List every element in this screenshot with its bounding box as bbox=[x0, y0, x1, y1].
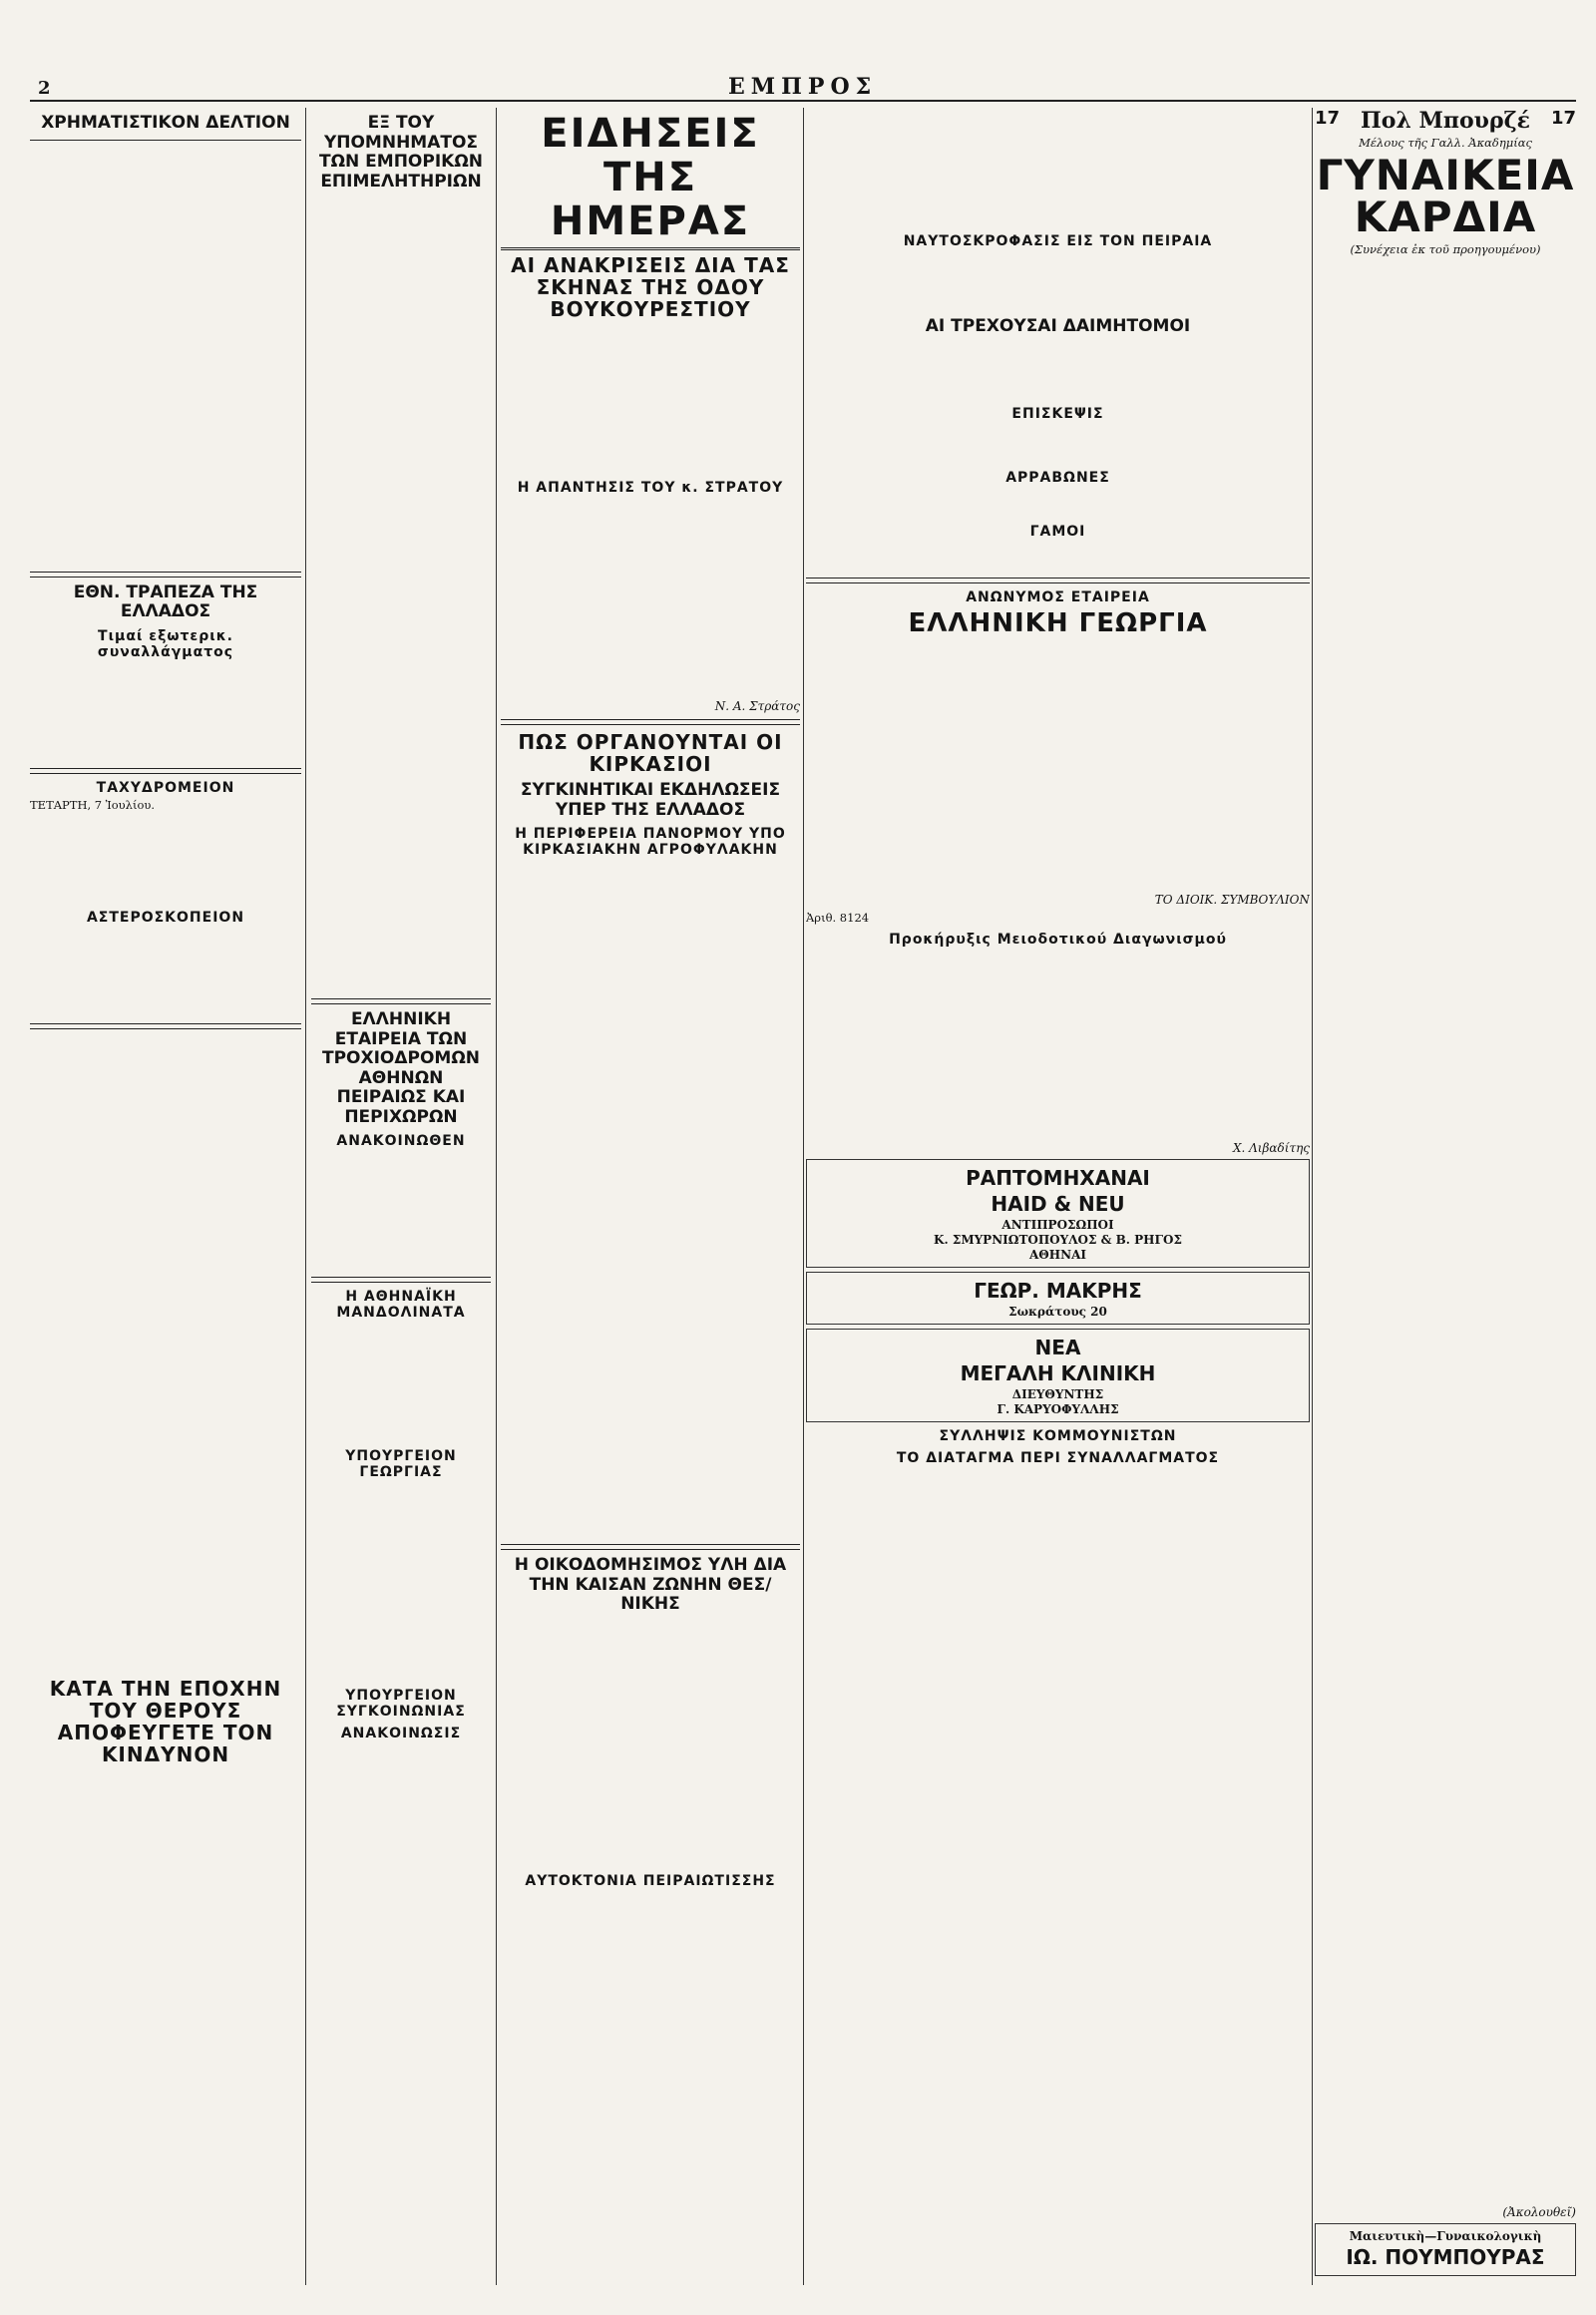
post-block bbox=[30, 814, 301, 904]
mandolin-heading: Η ΑΘΗΝΑΪΚΗ ΜΑΝΔΟΛΙΝΑΤΑ bbox=[336, 1289, 466, 1322]
company-name: ΕΛΛΗΝΙΚΗ ΓΕΩΡΓΙΑ bbox=[908, 607, 1208, 638]
finance-table-block bbox=[30, 147, 301, 566]
tram-heading: ΕΛΛΗΝΙΚΗ ΕΤΑΙΡΕΙΑ ΤΩΝ ΤΡΟΧΙΟΔΡΟΜΩΝ ΑΘΗΝΩΝ ΠΕΙΡΑΙΩΣ ΚΑΙ ΠΕΡΙΧΩΡΩΝ bbox=[321, 1009, 481, 1127]
serial-continued: (Ἀκολουθεῖ) bbox=[1502, 2205, 1576, 2219]
serial-top bbox=[1315, 108, 1576, 136]
serial-number-right: 17 bbox=[1550, 108, 1576, 129]
column-5 bbox=[1315, 108, 1576, 2285]
serial-author: Πολ Μπουρζέ bbox=[1361, 108, 1530, 134]
sewing-brand: HAID & NEU bbox=[991, 1191, 1125, 1216]
sewing-names: Κ. ΣΜΥΡΝΙΩΤΟΠΟΥΛΟΣ & Β. ΡΗΓΟΣ bbox=[934, 1232, 1182, 1247]
clinic-director-name: Γ. ΚΑΡΥΟΦΥΛΛΗΣ bbox=[997, 1401, 1119, 1416]
ad-number: Ἀριθ. 8124 bbox=[806, 911, 870, 926]
chamber-text-block bbox=[311, 194, 491, 992]
masthead bbox=[30, 74, 1576, 102]
bank-heading: ΕΘΝ. ΤΡΑΠΕΖΑ ΤΗΣ ΕΛΛΑΔΟΣ bbox=[73, 581, 258, 622]
wedding-text-block bbox=[806, 542, 1310, 572]
column-1 bbox=[30, 108, 301, 2285]
column-rule bbox=[1312, 108, 1313, 2285]
serial-heading: ΓΥΝΑΙΚΕΙΑ ΚΑΡΔΙΑ bbox=[1316, 150, 1575, 241]
post-heading: ΤΑΧΥΔΡΟΜΕΙΟΝ bbox=[96, 779, 235, 796]
post-day: ΤΕΤΑΡΤΗ, 7 Ἰουλίου. bbox=[30, 797, 156, 812]
communists-heading: ΣΥΛΛΗΨΙΣ ΚΟΜΜΟΥΝΙΣΤΩΝ bbox=[939, 1427, 1177, 1444]
circassians-subheading-2: Η ΠΕΡΙΦΕΡΕΙΑ ΠΑΝΟΡΜΟΥ ΥΠΟ ΚΙΡΚΑΣΙΑΚΗΝ ΑΓΡΟΦΥΛΑΚΗΝ bbox=[515, 826, 786, 859]
divider bbox=[501, 719, 800, 725]
divider bbox=[501, 1544, 800, 1550]
tram-notice: ΑΝΑΚΟΙΝΩΘΕΝ bbox=[336, 1133, 466, 1150]
column-2 bbox=[311, 108, 491, 2285]
makris-heading: ΓΕΩΡ. ΜΑΚΡΗΣ bbox=[974, 1278, 1142, 1303]
engagement-text-block bbox=[806, 488, 1310, 518]
column-3 bbox=[501, 108, 800, 2285]
building-text-block bbox=[501, 1618, 800, 1867]
sewing-heading: ΡΑΠΤΟΜΗΧΑΝΑΙ bbox=[966, 1165, 1150, 1190]
divider bbox=[30, 1023, 301, 1029]
company-board: ΤΟ ΔΙΟΙΚ. ΣΥΜΒΟΥΛΙΟΝ bbox=[1154, 893, 1310, 908]
mandolin-text-block bbox=[311, 1323, 491, 1442]
circassians-text-block bbox=[501, 860, 800, 1538]
communications-heading: ΥΠΟΥΡΓΕΙΟΝ ΣΥΓΚΟΙΝΩΝΙΑΣ bbox=[336, 1688, 466, 1721]
midwife-label: Μαιευτικὴ—Γυναικολογικὴ bbox=[1349, 2229, 1542, 2243]
observatory-block bbox=[30, 928, 301, 1017]
clinic-heading: ΜΕΓΑΛΗ ΚΛΙΝΙΚΗ bbox=[960, 1360, 1156, 1385]
divider bbox=[30, 140, 301, 141]
observatory-heading: ΑΣΤΕΡΟΣΚΟΠΕΙΟΝ bbox=[86, 910, 245, 927]
reply-heading: Η ΑΠΑΝΤΗΣΙΣ ΤΟΥ κ. ΣΤΡΑΤΟΥ bbox=[517, 480, 784, 496]
reply-text-block bbox=[501, 498, 800, 697]
dialogue-column-block bbox=[30, 1035, 301, 1674]
circassians-subheading: ΣΥΓΚΙΝΗΤΙΚΑΙ ΕΚΔΗΛΩΣΕΙΣ ΥΠΕΡ ΤΗΣ ΕΛΛΑΔΟΣ bbox=[520, 780, 781, 820]
tram-text-block bbox=[311, 1151, 491, 1271]
paper-name: ΕΜΠΡΟΣ bbox=[728, 74, 878, 100]
sewing-city: ΑΘΗΝΑΙ bbox=[1029, 1247, 1086, 1262]
divider bbox=[311, 998, 491, 1004]
wedding-heading: ΓΑΜΟΙ bbox=[1029, 523, 1086, 540]
serial-subtitle: (Συνέχεια ἐκ τοῦ προηγουμένου) bbox=[1350, 241, 1541, 256]
trains-heading: ΑΙ ΤΡΕΧΟΥΣΑΙ ΔΑΙΜΗΤΟΜΟΙ bbox=[925, 316, 1191, 336]
company-text-block bbox=[806, 641, 1310, 891]
midwife-name: ΙΩ. ΠΟΥΜΠΟΥΡΑΣ bbox=[1346, 2245, 1545, 2269]
news-heading: ΕΙΔΗΣΕΙΣ ΤΗΣ ΗΜΕΡΑΣ bbox=[501, 112, 800, 250]
exchange-rates-block bbox=[30, 662, 301, 762]
midwife-ad bbox=[1315, 2223, 1576, 2276]
decree-heading: ΤΟ ΔΙΑΤΑΓΜΑ ΠΕΡΙ ΣΥΝΑΛΛΑΓΜΑΤΟΣ bbox=[896, 1449, 1220, 1466]
sewing-ad bbox=[806, 1159, 1310, 1268]
visit-text-block bbox=[806, 424, 1310, 464]
agriculture-heading: ΥΠΟΥΡΓΕΙΟΝ ΓΕΩΡΓΙΑΣ bbox=[345, 1448, 457, 1481]
author-subtitle: Μέλους τῆς Γαλλ. Ἀκαδημίας bbox=[1359, 136, 1532, 150]
tender-text-block bbox=[806, 950, 1310, 1139]
reply-signature: Ν. Α. Στράτος bbox=[714, 699, 800, 713]
column-rule bbox=[803, 108, 804, 2285]
investigation-text-block bbox=[501, 324, 800, 474]
divider bbox=[30, 768, 301, 774]
sailors-text-block bbox=[806, 251, 1310, 311]
visit-heading: ΕΠΙΣΚΕΨΙΣ bbox=[1011, 405, 1104, 422]
column-rule bbox=[305, 108, 306, 2285]
trains-text-block bbox=[806, 340, 1310, 400]
makris-ad bbox=[806, 1272, 1310, 1325]
agriculture-text-block bbox=[311, 1482, 491, 1682]
clinic-director-label: ΔΙΕΥΘΥΝΤΗΣ bbox=[1011, 1386, 1104, 1401]
tender-signature: Χ. Λιβαδίτης bbox=[1232, 1140, 1310, 1155]
clinic-ad bbox=[806, 1329, 1310, 1422]
makris-address: Σωκράτους 20 bbox=[1008, 1304, 1107, 1319]
serial-text-block bbox=[1315, 258, 1576, 2203]
bank-subheading: Τιμαί εξωτερικ. συναλλάγματος bbox=[97, 627, 234, 660]
top-text-block bbox=[806, 108, 1310, 227]
communications-subheading: ΑΝΑΚΟΙΝΩΣΙΣ bbox=[340, 1726, 462, 1742]
column-rule bbox=[496, 108, 497, 2285]
investigation-heading: ΑΙ ΑΝΑΚΡΙΣΕΙΣ ΔΙΑ ΤΑΣ ΣΚΗΝΑΣ ΤΗΣ ΟΔΟΥ ΒΟΥΚΟΥΡΕΣΤΙΟΥ bbox=[511, 253, 790, 321]
serial-number-left: 17 bbox=[1315, 108, 1341, 129]
divider bbox=[806, 578, 1310, 583]
suicide-heading: ΑΥΤΟΚΤΟΝΙΑ ΠΕΙΡΑΙΩΤΙΣΣΗΣ bbox=[525, 1872, 776, 1889]
finance-heading: ΧΡΗΜΑΤΙΣΤΙΚΟΝ ΔΕΛΤΙΟΝ bbox=[41, 113, 290, 133]
company-heading: ΑΝΩΝΥΜΟΣ ΕΤΑΙΡΕΙΑ bbox=[966, 588, 1150, 605]
building-heading: Η ΟΙΚΟΔΟΜΗΣΙΜΟΣ ΥΛΗ ΔΙΑ ΤΗΝ ΚΑΙΣΑΝ ΖΩΝΗΝ ΘΕΣ/ΝΙΚΗΣ bbox=[514, 1555, 787, 1615]
page-number: 2 bbox=[38, 78, 51, 99]
engagement-heading: ΑΡΡΑΒΩΝΕΣ bbox=[1005, 469, 1110, 486]
summer-heading: ΚΑΤΑ ΤΗΝ ΕΠΟΧΗΝ ΤΟΥ ΘΕΡΟΥΣ ΑΠΟΦΕΥΓΕΤΕ ΤΟΝ ΚΙΝΔΥΝΟΝ bbox=[49, 1677, 282, 1767]
divider bbox=[311, 1277, 491, 1283]
circassians-heading: ΠΩΣ ΟΡΓΑΝΟΥΝΤΑΙ ΟΙ ΚΙΡΚΑΣΙΟΙ bbox=[518, 730, 783, 776]
clinic-new: ΝΕΑ bbox=[1034, 1335, 1081, 1359]
chamber-heading: ΕΞ ΤΟΥ ΥΠΟΜΝΗΜΑΤΟΣ ΤΩΝ ΕΜΠΟΡΙΚΩΝ ΕΠΙΜΕΛΗΤΗΡΙΩΝ bbox=[318, 113, 484, 192]
column-4 bbox=[806, 108, 1310, 2285]
sewing-reps: ΑΝΤΙΠΡΟΣΩΠΟΙ bbox=[1001, 1217, 1114, 1232]
divider bbox=[30, 572, 301, 578]
tender-heading: Προκήρυξις Μειοδοτικού Διαγωνισμού bbox=[889, 931, 1227, 948]
sailors-heading: ΝΑΥΤΟΣΚΡΟΦΑΣΙΣ ΕΙΣ ΤΟΝ ΠΕΙΡΑΙΑ bbox=[903, 233, 1213, 249]
